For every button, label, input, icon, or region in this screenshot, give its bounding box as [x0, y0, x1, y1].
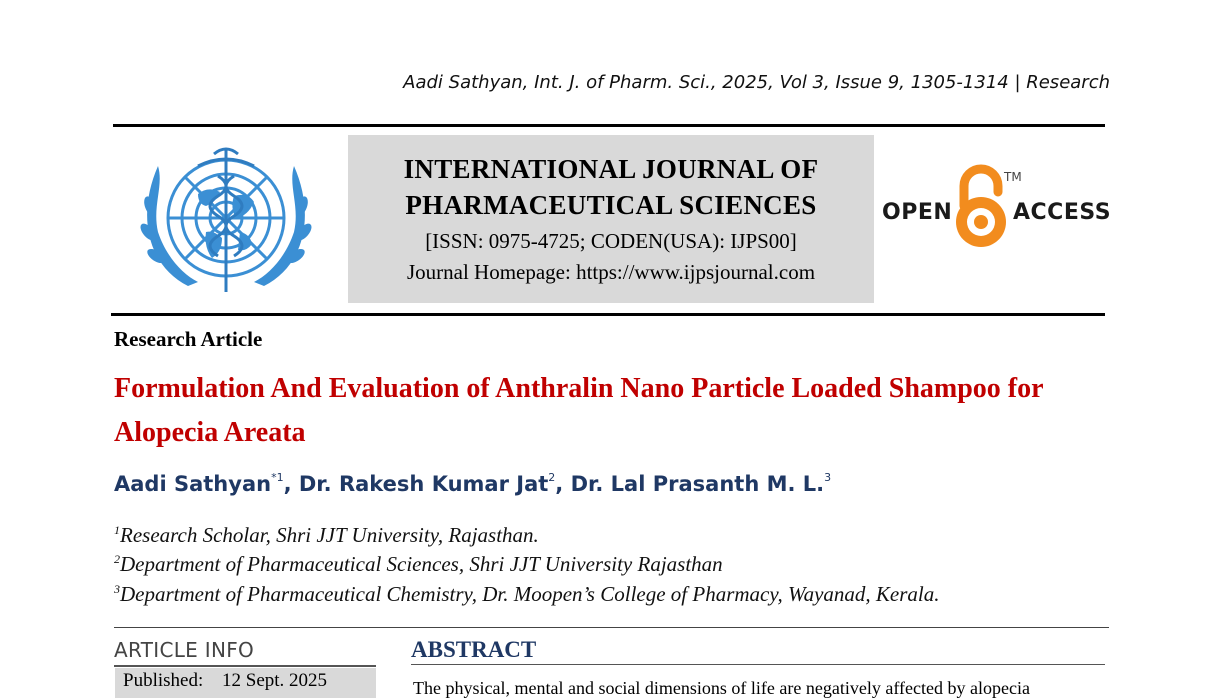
- author-affiliation-mark: 2: [548, 471, 556, 484]
- author-name: Aadi Sathyan: [114, 472, 272, 496]
- open-access-access-text: ACCESS: [1013, 200, 1112, 225]
- article-type-label: Research Article: [114, 327, 263, 351]
- affiliation-3: [114, 582, 940, 607]
- header-rule-top: [113, 124, 1105, 127]
- abstract-text: The physical, mental and social dimensions of life are negatively affected by alopecia: [413, 678, 1030, 698]
- article-info-heading: ARTICLE INFO: [114, 638, 255, 662]
- abstract-heading: ABSTRACT: [411, 637, 537, 662]
- open-access-open-text: OPEN: [882, 200, 953, 225]
- affiliation-text: Department of Pharmaceutical Sciences, Shri JJT University Rajasthan: [120, 552, 723, 576]
- author-name: Dr. Rakesh Kumar Jat: [298, 472, 549, 496]
- author-name: Dr. Lal Prasanth M. L.: [570, 472, 825, 496]
- abstract-rule: [411, 664, 1105, 665]
- published-label: Published:: [123, 670, 204, 691]
- journal-name-line2: PHARMACEUTICAL SCIENCES: [405, 190, 817, 220]
- header-rule-bottom: [111, 313, 1105, 316]
- affiliation-number: 1: [114, 523, 120, 537]
- affiliation-number: 2: [114, 552, 120, 566]
- published-row: [115, 668, 376, 698]
- open-access-lock-icon: [950, 162, 1012, 252]
- author-affiliation-mark: *1: [271, 471, 284, 484]
- affiliation-text: Research Scholar, Shri JJT University, Rajasthan.: [120, 523, 539, 547]
- author-affiliation-mark: 3: [824, 471, 832, 484]
- affiliation-number: 3: [114, 582, 120, 596]
- affiliation-text: Department of Pharmaceutical Chemistry, Dr. Moopen’s College of Pharmacy, Wayanad, Kerala.: [120, 582, 940, 606]
- journal-issn: [ISSN: 0975-4725; CODEN(USA): IJPS00]: [425, 229, 797, 253]
- journal-homepage: Journal Homepage: https://www.ijpsjournal.com: [406, 260, 816, 284]
- author-list: Aadi Sathyan$^{*1}$, Dr. Rakesh Kumar Jat$^2$, Dr. Lal Prasanth M. L.$^3$: [114, 471, 832, 496]
- journal-name-line1: INTERNATIONAL JOURNAL OF: [403, 154, 819, 184]
- article-info-rule: [114, 665, 376, 667]
- open-access-trademark: TM: [1004, 170, 1022, 184]
- affiliation-1: [114, 523, 539, 548]
- affiliation-2: [114, 552, 723, 577]
- running-header-citation: Aadi Sathyan, Int. J. of Pharm. Sci., 2025, Vol 3, Issue 9, 1305-1314 | Research: [403, 72, 1110, 93]
- un-emblem-with-caduceus-icon: [128, 136, 324, 306]
- article-title: Formulation And Evaluation of Anthralin Nano Particle Loaded Shampoo for Alopecia Areata: [114, 373, 1044, 448]
- published-date: 12 Sept. 2025: [222, 670, 328, 691]
- section-divider: [114, 627, 1109, 628]
- journal-masthead: [348, 135, 874, 303]
